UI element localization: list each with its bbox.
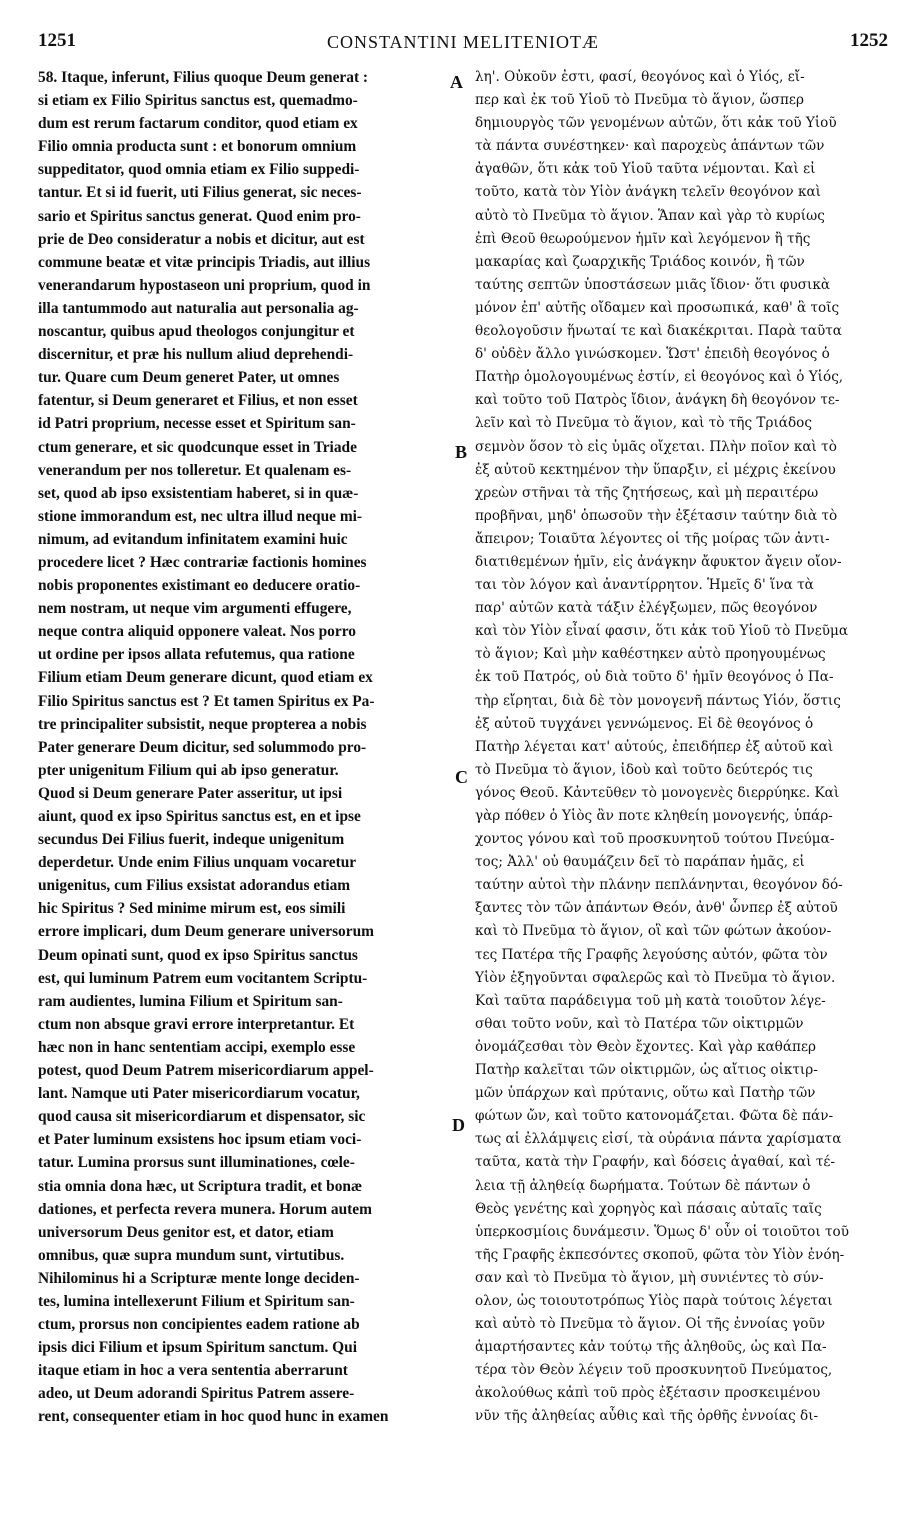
latin-text-line: ctum generare, et sic quodcunque esset in Triade [38,438,357,456]
latin-text-line: suppeditator, quod omnia etiam ex Filio suppedi- [38,161,360,179]
greek-text-line: παρ' αὐτῶν κατὰ τάξιν ἐλέγξωμεν, πῶς θεογόνον [475,600,818,617]
latin-text-line: omnibus, quæ supra mundum sunt, virtutibus. [38,1246,345,1264]
greek-text-line: χρεὼν στῆναι τὰ τῆς ζητήσεως, καὶ μὴ περαιτέρω [475,484,819,501]
greek-text-line: προβῆναι, μηδ' ὁπωσοῦν τὴν ἐξέτασιν ταύτην διὰ τὸ [475,507,838,524]
latin-text-line: Quod si Deum generare Pater asseritur, ut ipsi [38,784,343,802]
latin-text-line: aiunt, quod ex ipso Spiritus sanctus est, en et ipse [38,808,361,825]
greek-text-line: σαν καὶ τὸ Πνεῦμα τὸ ἅγιον, μὴ συνιέντες τὸ σύν- [475,1269,824,1286]
latin-text-line: tatur. Lumina prorsus sunt illuminationes, cœle- [38,1154,355,1172]
greek-text-line: νῦν τῆς ἀληθείας αὖθις καὶ τῆς ὀρθῆς ἐννοίας δι- [475,1408,819,1425]
latin-text-line: ut ordine per ipsos allata refutemus, qua ratione [38,646,355,664]
greek-text-line: ἁμαρτήσαντες κἀν τούτῳ τῆς ἀληθοῦς, ὡς καὶ Πα- [475,1339,827,1356]
greek-text-line: ἐξ αὐτοῦ κεκτημένον τὴν ὕπαρξιν, εἰ μέχρις ἐκείνου [475,461,836,478]
greek-text-line: καὶ αὐτὸ τὸ Πνεῦμα τὸ ἅγιον. Οἱ τῆς ἐννοίας γοῦν [475,1316,826,1333]
greek-text-line: ολον, ὡς τοιουτοτρόπως Υἱὸς παρὰ τούτοις λέγεται [475,1292,833,1309]
latin-text-line: ctum non absque gravi errore interpretantur. Et [38,1015,355,1033]
latin-text-line: universorum Deus genitor est, et dator, etiam [38,1223,334,1241]
greek-text-line: τὰ πάντα συνέστηκεν· καὶ παροχεὺς ἁπάντων τῶν [475,138,825,155]
latin-text-line: procedere licet ? Hæc contrariæ factionis homines [38,553,367,571]
margin-marker-b: B [455,442,468,462]
latin-text-line: id Patri proprium, necesse esset et Spiritum san- [38,415,356,433]
greek-text-line: τὴρ εἴρηται, διὰ δὲ τὸν μονογενῆ πάντως Υἱόν, ὅστις [475,692,841,709]
greek-text-line: αὐτὸ τὸ Πνεῦμα τὸ ἅγιον. Ἅπαν καὶ γὰρ τὸ κυρίως [475,207,825,224]
latin-text-line: Deum opinati sunt, quod ex ipso Spiritus sanctus [38,946,358,964]
latin-text-line: et Pater luminum exsistens hoc ipsum etiam voci- [38,1131,362,1149]
latin-text-line: deperdetur. Unde enim Filius unquam vocaretur [38,854,357,872]
greek-text-line: λεια τῇ ἀληθείᾳ δωρήματα. Τούτων δὲ πάντων ὁ [475,1177,811,1194]
latin-text-line: ram audientes, lumina Filium et Spiritum san- [38,992,343,1010]
latin-text-line: neque contra aliquid opponere valeat. Nos porro [38,623,356,641]
greek-text-line: τὸ Πνεῦμα τὸ ἅγιον, ἰδοὺ καὶ τοῦτο δεύτερός τις [475,761,813,778]
greek-text-line: Καὶ ταῦτα παράδειγμα τοῦ μὴ κατὰ τοιοῦτον λέγε- [475,992,826,1009]
page-header [38,30,888,58]
greek-text-line: δ' οὐδὲν ἄλλο γινώσκομεν. Ὥστ' ἐπειδὴ θεογόνος ὁ [475,346,830,363]
latin-text-line: tes, lumina intellexerunt Filium et Spiritum san- [38,1292,355,1310]
latin-text-line: set, quod ab ipso exsistentiam haberet, si in quæ- [38,484,359,502]
greek-text-line: φώτων ὤν, καὶ τοῦτο κατονομάζεται. Φῶτα δὲ πάν- [475,1108,834,1125]
latin-text-line: hic Spiritus ? Sed minime mirum est, eos simili [38,900,346,918]
greek-text-line: σθαι τοῦτο νοῦν, καὶ τὸ Πατέρα τῶν οἰκτιρμῶν [475,1015,804,1032]
left-page-number: 1251 [38,30,76,51]
greek-text-line: Πατὴρ καλεῖται τῶν οἰκτιρμῶν, ὡς αἴτιος οἰκτιρ- [475,1062,818,1079]
latin-text-line: illa tantummodo aut naturalia aut personalia ag- [38,299,359,317]
latin-text-line: tantur. Et si id fuerit, uti Filius generat, sic neces- [38,184,362,202]
latin-text-line: stia omnia dona hæc, ut Scriptura tradit, et bonæ [38,1177,363,1195]
latin-text-line: nimum, ad evitandum infinitatem examini huic [38,530,348,548]
greek-text-line: ὑπερκοσμίοις δυνάμεσιν. Ὅμως δ' οὖν οἱ τοιοῦτοι τοῦ [475,1223,849,1240]
latin-text-line: adeo, ut Deum adorandi Spiritus Patrem assere- [38,1385,355,1403]
greek-text-line: τέρα τὸν Θεὸν λέγειν τοῦ προσκυνητοῦ Πνεύματος, [475,1362,833,1379]
latin-column [38,66,458,1429]
greek-text-line: Πατὴρ λέγεται κατ' αὐτούς, ἐπειδήπερ ἐξ αὐτοῦ καὶ [475,738,834,755]
greek-text-line: ἐξ αὐτοῦ τυγχάνει γεννώμενος. Εἰ δὲ θεογόνος ὁ [475,715,814,732]
latin-text-line: nem nostram, ut neque vim argumenti effugere, [38,600,352,618]
latin-text-line: hæc non in hanc sententiam accipi, exemplo esse [38,1038,356,1056]
latin-text-line: dum est rerum factarum conditor, quod etiam ex [38,115,358,133]
running-title: CONSTANTINI MELITENIOTÆ [326,32,600,52]
greek-text-line: ἀγαθῶν, ὅτι κἀκ τοῦ Υἱοῦ ταῦτα νέμονται. Καὶ εἰ [475,161,816,178]
latin-text-line: quod causa sit misericordiarum et dispensator, sic [38,1108,366,1126]
latin-text-line: Pater generare Deum dicitur, sed solummodo pro- [38,738,367,756]
latin-text-line: rent, consequenter etiam in hoc quod hunc in examen [38,1408,389,1426]
greek-text-line: χοντος γόνου καὶ τοῦ προσκυνητοῦ τούτου Πνεύμα- [475,831,835,848]
greek-text-line: λεῖν καὶ τὸ Πνεῦμα τὸ ἅγιον, καὶ τὸ τῆς Τριάδος [475,415,812,432]
latin-text-line: pter unigenitum Filium qui ab ipso generatur. [38,761,339,779]
greek-text-line: τες Πατέρα τῆς Γραφῆς λεγούσης αὐτόν, φῶτα τὸν [475,946,828,963]
latin-text-line: stione immorandum est, nec ultra illud neque mi- [38,507,363,525]
greek-text-line: ἀκολούθως κἀπὶ τοῦ πρὸς ἐξέτασιν προσκειμένου [475,1385,821,1402]
latin-text-line: prie de Deo consideratur a nobis et dicitur, aut est [38,230,365,248]
latin-text-line: commune beatæ et vitæ principis Triadis, aut illius [38,253,371,271]
greek-text-line: ται τὸν λόγον καὶ ἀναντίρρητον. Ἡμεῖς δ' ἵνα τὰ [475,577,814,594]
latin-text-line: si etiam ex Filio Spiritus sanctus est, quemadmo- [38,92,358,110]
margin-marker-c: C [455,767,468,787]
greek-text-line: ξαντες τὸν τῶν ἁπάντων Θεόν, ἀνθ' ὧνπερ ἐξ αὐτοῦ [475,900,838,917]
greek-text-line: διατιθεμένων ἡμῖν, εἰς ἀνάγκην ἄφυκτον ἄγειν οἴον- [475,553,842,570]
latin-text-line: Filio omnia producta sunt : et bonorum omnium [38,138,357,156]
latin-text-line: fatentur, si Deum generaret et Filius, et non esset [38,392,358,410]
latin-text-line: unigenitus, cum Filius exsistat adorandus etiam [38,877,351,895]
latin-text-line: dationes, et perfecta revera munera. Horum autem [38,1200,372,1218]
latin-text-line: Filium etiam Deum generare dicunt, quod etiam ex [38,669,373,687]
latin-text-line: nobis proponentes existimant eo deducere oratio- [38,577,361,595]
latin-text-line: tre principaliter subsistit, neque propterea a nobis [38,715,367,733]
latin-text-line: venerandum per nos tolleretur. Et qualenam es- [38,461,352,479]
greek-text-line: Υἱὸν ἐξηγοῦνται σφαλερῶς καὶ τὸ Πνεῦμα τὸ ἅγιον. [475,969,836,986]
greek-text-line: θεολογοῦσιν ἥνωταί τε καὶ διακέκριται. Παρὰ ταῦτα [475,323,842,340]
greek-text-line: ταύτης σεπτῶν ὑποστάσεων μιᾶς ἴδιον· ὅτι φυσικὰ [475,276,830,293]
greek-text-line: τος; Ἀλλ' οὐ θαυμάζειν δεῖ τὸ παράπαν ἡμᾶς, εἰ [475,854,805,871]
margin-marker-d: D [452,1115,465,1135]
latin-text-line: ipsis dici Filium et ipsum Spiritum sanctum. Qui [38,1339,357,1357]
latin-text-line: venerandarum hypostaseon uni proprium, quod in [38,276,371,294]
greek-text-line: περ καὶ ἐκ τοῦ Υἱοῦ τὸ Πνεῦμα τὸ ἅγιον, ὥσπερ [475,92,804,109]
latin-text-line: lant. Namque uti Pater misericordiarum vocatur, [38,1085,360,1103]
greek-text-line: ἐπὶ Θεοῦ θεωρούμενον ἡμῖν καὶ λεγόμενον ἢ τῆς [475,230,811,247]
greek-text-line: λη'. Οὐκοῦν ἐστι, φασί, θεογόνος καὶ ὁ Υἱός, εἴ- [475,69,805,85]
greek-text-line: Θεὸς γενέτης καὶ χορηγὸς καὶ πάσαις αὐταῖς ταῖς [475,1200,822,1217]
latin-text-line: Nihilominus hi a Scripturæ mente longe deciden- [38,1269,360,1287]
greek-text-line: τοῦτο, κατὰ τὸν Υἱὸν ἀνάγκη τελεῖν θεογόνον καὶ [475,184,821,201]
latin-text-line: 58. Itaque, inferunt, Filius quoque Deum generat : [38,69,369,86]
greek-text-line: Πατὴρ ὁμολογουμένως ἐστίν, εἰ θεογόνος καὶ ὁ Υἱός, [475,369,844,386]
greek-text-line: καὶ τοῦτο τοῦ Πατρὸς ἴδιον, ἀνάγκη δὴ θεογόνον τε- [475,392,840,409]
latin-text-line: noscantur, quibus apud theologos conjungitur et [38,323,355,341]
latin-text-line: tur. Quare cum Deum generet Pater, ut omnes [38,369,340,387]
greek-text-line: τως αἱ ἐλλάμψεις εἰσί, τὰ οὐράνια πάντα χαρίσματα [475,1131,842,1148]
greek-column [475,66,890,1429]
greek-text-line: μακαρίας καὶ ζωαρχικῆς Τριάδος κοινόν, ἢ τῶν [475,253,805,270]
latin-text-line: sario et Spiritus sanctus generat. Quod enim pro- [38,207,361,225]
latin-text-line: potest, quod Deum Patrem misericordiarum appel- [38,1062,374,1080]
right-page-number: 1252 [850,30,888,51]
greek-text-line: ταύτην αὐτοὶ τὴν πλάνην πεπλάνηνται, θεογόνον δό- [475,877,843,894]
latin-text-line: secundus Dei Filius fuerit, indeque unigenitum [38,831,345,849]
latin-text-line: Filio Spiritus sanctus est ? Et tamen Spiritus ex Pa- [38,692,375,710]
latin-text-line: est, qui luminum Patrem eum vocitantem Scriptu- [38,969,368,987]
latin-text-line: itaque etiam in hoc a vera sententia aberrarunt [38,1362,348,1380]
latin-text-line: errore implicari, dum Deum generare universorum [38,923,374,941]
greek-text-line: καὶ τὸ Πνεῦμα τὸ ἅγιον, οἳ καὶ τῶν φώτων ἀκούον- [475,923,832,940]
greek-text-line: καὶ τὸν Υἱὸν εἶναί φασιν, ὅτι κἀκ τοῦ Υἱοῦ τὸ Πνεῦμα [475,623,849,640]
greek-text-line: μόνον ἐπ' αὐτῆς οἴδαμεν καὶ προσωπικά, καθ' ἃ τοῖς [475,299,840,316]
greek-text-line: γόνος Θεοῦ. Κἀντεῦθεν τὸ μονογενὲς διερρύηκε. Καὶ [475,784,840,801]
greek-text-line: μῶν ὑπάρχων καὶ πρύτανις, οὕτω καὶ Πατὴρ τῶν [475,1085,816,1102]
greek-text-line: ὀνομάζεσθαι τὸν Θεὸν ἔχοντες. Καὶ γὰρ καθάπερ [475,1038,817,1055]
latin-text-line: ctum, prorsus non concipientes eadem ratione ab [38,1316,360,1334]
greek-text-line: σεμνὸν ὅσον τὸ εἰς ὑμᾶς οἴχεται. Πλὴν ποῖον καὶ τὸ [475,438,837,455]
greek-text-line: ταῦτα, κατὰ τὴν Γραφήν, καὶ δόσεις ἀγαθαί, καὶ τέ- [475,1154,836,1171]
greek-text-line: γὰρ πόθεν ὁ Υἱὸς ἂν ποτε κληθείη μονογενής, ὑπάρ- [475,808,833,824]
margin-marker-a: A [450,72,463,92]
greek-text-line: ἐκ τοῦ Πατρός, οὐ διὰ τοῦτο δ' ἡμῖν θεογόνος ὁ Πα- [475,669,834,686]
greek-text-line: τῆς Γραφῆς ἐκπεσόντες σκοποῦ, φῶτα τὸν Υἱὸν ἐνόη- [475,1246,845,1263]
latin-text-line: discernitur, et præ his nullum aliud deprehendi- [38,346,354,364]
greek-text-line: τὸ ἅγιον; Καὶ μὴν καθέστηκεν αὐτὸ προηγουμένως [475,646,826,663]
greek-text-line: ἄπειρον; Τοιαῦτα λέγοντες οἱ τῆς μοίρας τῶν ἀντι- [475,530,830,547]
greek-text-line: δημιουργὸς τῶν γενομένων αὐτῶν, ὅτι κἀκ τοῦ Υἱοῦ [475,115,837,132]
